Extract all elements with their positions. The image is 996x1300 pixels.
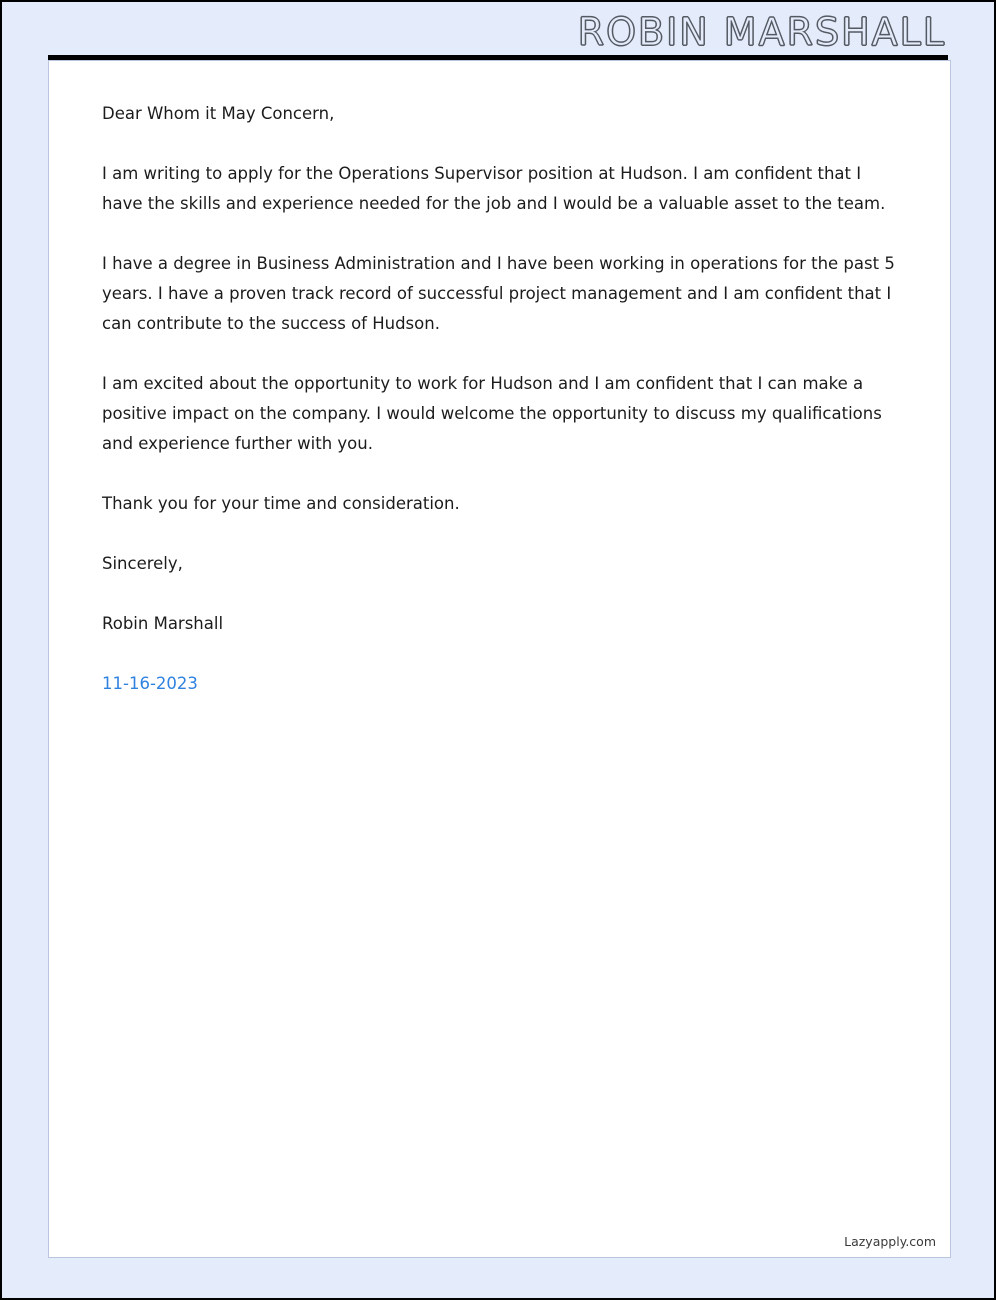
letter-paragraph-2: I have a degree in Business Administration and I have been working in operations for the past 5 years. I have a proven track record of successful project management and I am confident that I can contribute to the success of Hudson.	[102, 254, 895, 333]
letter-body	[102, 99, 902, 729]
letter-signature: Robin Marshall	[102, 614, 224, 633]
letter-paragraph-3: I am excited about the opportunity to work for Hudson and I am confident that I can make a positive impact on the company. I would welcome the opportunity to discuss my qualifications and experience further with you.	[102, 374, 882, 453]
page-title: ROBIN MARSHALL	[577, 10, 946, 54]
letter-paragraph-1: I am writing to apply for the Operations Supervisor position at Hudson. I am confident that I have the skills and experience needed for the job and I would be a valuable asset to the team.	[102, 164, 886, 213]
letter-closing: Sincerely,	[102, 554, 183, 573]
letter-date: 11-16-2023	[102, 674, 198, 693]
document-header	[2, 2, 994, 54]
footer-brand: Lazyapply.com	[844, 1234, 936, 1249]
letter-salutation: Dear Whom it May Concern,	[102, 104, 335, 123]
letter-thanks: Thank you for your time and consideration.	[102, 494, 460, 513]
letter-sheet	[48, 60, 951, 1258]
